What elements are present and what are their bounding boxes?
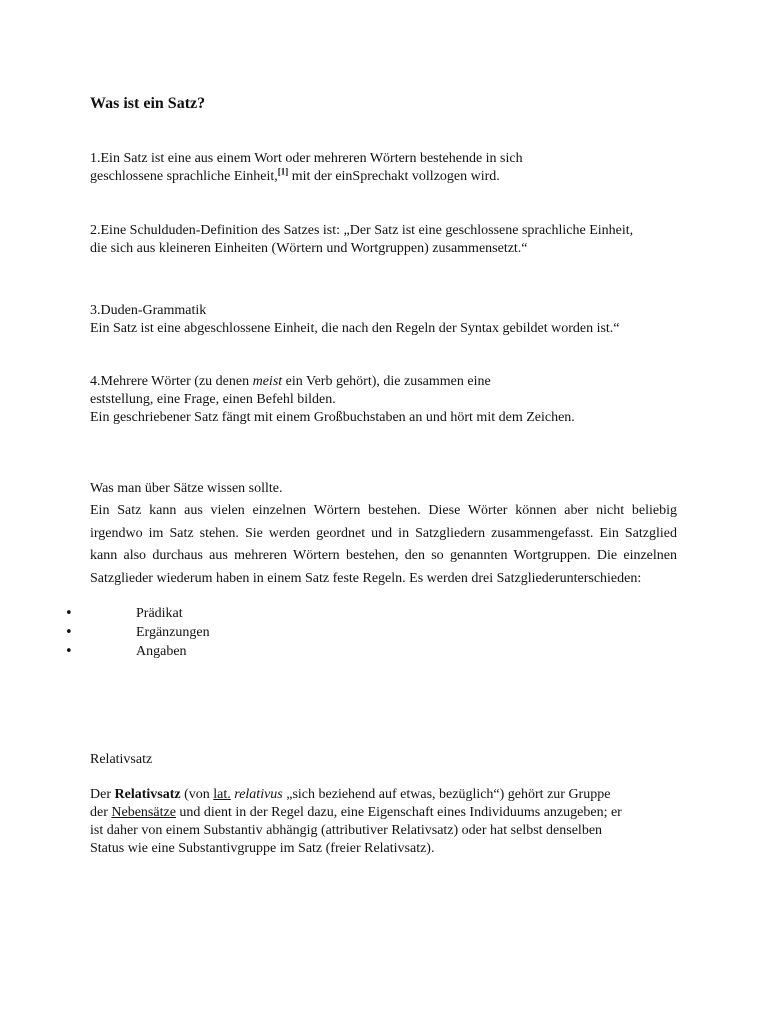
definition-2 (90, 222, 690, 258)
definition-4-line-2: eststellung, eine Frage, einen Befehl bilden. (90, 392, 336, 407)
list-item-label: Angaben (136, 644, 187, 659)
definition-4-line-1-end: ein Verb gehört), die zusammen eine (282, 374, 491, 389)
definition-1 (90, 150, 690, 186)
relativsatz-latin-term: relativus (234, 787, 283, 802)
definition-4-line-1-start: 4.Mehrere Wörter (zu denen (90, 374, 253, 389)
definition-1-line-1: 1.Ein Satz ist eine aus einem Wort oder mehreren Wörtern bestehende in sich (90, 151, 523, 166)
relativsatz-text: „sich beziehend auf etwas, bezüglich“) gehört zur Gruppe (282, 787, 611, 802)
list-item-label: Ergänzungen (136, 625, 210, 640)
relativsatz-line-1 (90, 786, 680, 804)
list-item (0, 606, 400, 625)
definition-4-line-3: Ein geschriebener Satz fängt mit einem Großbuchstaben an und hört mit dem Zeichen. (90, 410, 575, 425)
relativsatz-text: (von (180, 787, 214, 802)
definition-3-heading: 3.Duden-Grammatik (90, 303, 207, 318)
section-paragraph-relativsatz (90, 786, 680, 858)
definition-1-line-2-start: geschlossene sprachliche Einheit, (90, 169, 278, 184)
satzglieder-list (0, 606, 400, 663)
definition-3-text: Ein Satz ist eine abgeschlossene Einheit, die nach den Regeln der Syntax gebildet worden ist.“ (90, 321, 620, 336)
document-title: Was ist ein Satz? (90, 95, 206, 112)
section-heading-relativsatz: Relativsatz (90, 752, 153, 767)
definition-4 (90, 373, 690, 427)
bullet-icon: • (65, 625, 73, 640)
relativsatz-line-2 (90, 804, 680, 822)
definition-1-line-2-end: mit der einSprechakt vollzogen wird. (288, 169, 500, 184)
definition-4-emphasis: meist (252, 374, 283, 389)
relativsatz-term: Relativsatz (114, 787, 181, 802)
definition-2-line-2: die sich aus kleineren Einheiten (Wörtern und Wortgruppen) zusammensetzt.“ (90, 241, 528, 256)
list-item (0, 625, 400, 644)
footnote-reference-1[interactable]: [1] (277, 166, 289, 177)
definition-3 (90, 302, 690, 338)
relativsatz-text: und dient in der Regel dazu, eine Eigenschaft eines Individuums anzugeben; er (175, 805, 622, 820)
link-nebensaetze[interactable]: Nebensätze (111, 805, 176, 820)
relativsatz-line-4: Status wie eine Substantivgruppe im Satz (freier Relativsatz). (90, 841, 435, 856)
section-paragraph-saetze: Ein Satz kann aus vielen einzelnen Wörtern bestehen. Diese Wörter können aber nicht beliebig irgendwo im Satz stehen. Sie werden geordnet und in Satzgliedern zusammengefasst. Ein Satzglied kann also durchaus aus mehreren Wörtern bestehen, den so genannten Wortgruppen. Die einzelnen Satzglieder wiederum haben in einem Satz feste Regeln. Es werden drei Satzgliederunterschieden: (90, 503, 677, 586)
relativsatz-line-3: ist daher von einem Substantiv abhängig (attributiver Relativsatz) oder hat selbst denselben (90, 823, 603, 838)
list-item-label: Prädikat (136, 606, 183, 621)
bullet-icon: • (65, 606, 73, 621)
definition-4-line-1 (90, 373, 690, 391)
definition-1-line-2 (90, 168, 690, 186)
link-lat[interactable]: lat. (213, 787, 231, 802)
relativsatz-text: Der (90, 787, 115, 802)
bullet-icon: • (65, 644, 73, 659)
list-item (0, 644, 400, 663)
relativsatz-text: der (90, 805, 112, 820)
section-heading-saetze: Was man über Sätze wissen sollte. (90, 481, 283, 496)
definition-2-line-1: 2.Eine Schulduden-Definition des Satzes ist: „Der Satz ist eine geschlossene sprachliche Einheit, (90, 223, 634, 238)
